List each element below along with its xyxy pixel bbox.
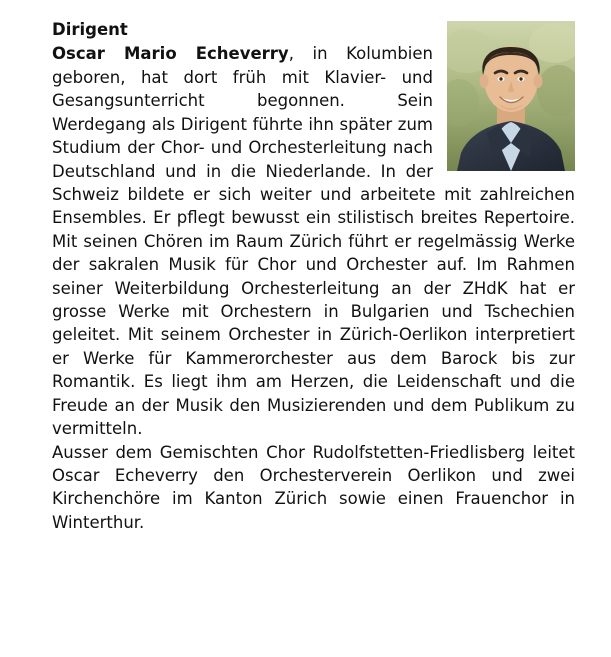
section-heading: Dirigent <box>52 20 128 39</box>
biography-paragraph-1-rest: , in Kolumbien geboren, hat dort früh mit Klavier- und Gesangsunterricht begonnen. Sein Werdegang als Dirigent führte ihn später zum Studium der Chor- und Orchesterleitung nach Deutschland und in die Niederlande. In der Schweiz bildete er sich weiter und arbeitete mit zahlreichen Ensembles. Er pflegt bewusst ein stilistisch breites Repertoire. Mit seinen Chören im Raum Zürich führt er regelmässig Werke der sakralen Musik für Chor und Orchester auf. Im Rahmen seiner Weiterbildung Orchesterleitung an der ZHdK hat er grosse Werke mit Orchestern in Bulgarien und Tschechien geleitet. Mit seinem Orchester in Zürich-Oerlikon interpretiert er Werke für Kammerorchester aus dem Barock bis zur Romantik. Es liegt ihm am Herzen, die Leidenschaft und die Freude an der Musik den Musizierenden und dem Publikum zu vermitteln. <box>52 44 575 439</box>
portrait-photo <box>447 21 575 171</box>
conductor-name: Oscar Mario Echeverry <box>52 44 289 64</box>
portrait-photo-graphic <box>447 21 575 171</box>
biography-paragraph-2: Ausser dem Gemischten Chor Rudolfstetten-Friedlisberg leitet Oscar Echeverry den Orchesterverein Oerlikon und zwei Kirchenchöre im Kanton Zürich sowie einen Frauenchor in Winterthur. <box>52 442 575 532</box>
